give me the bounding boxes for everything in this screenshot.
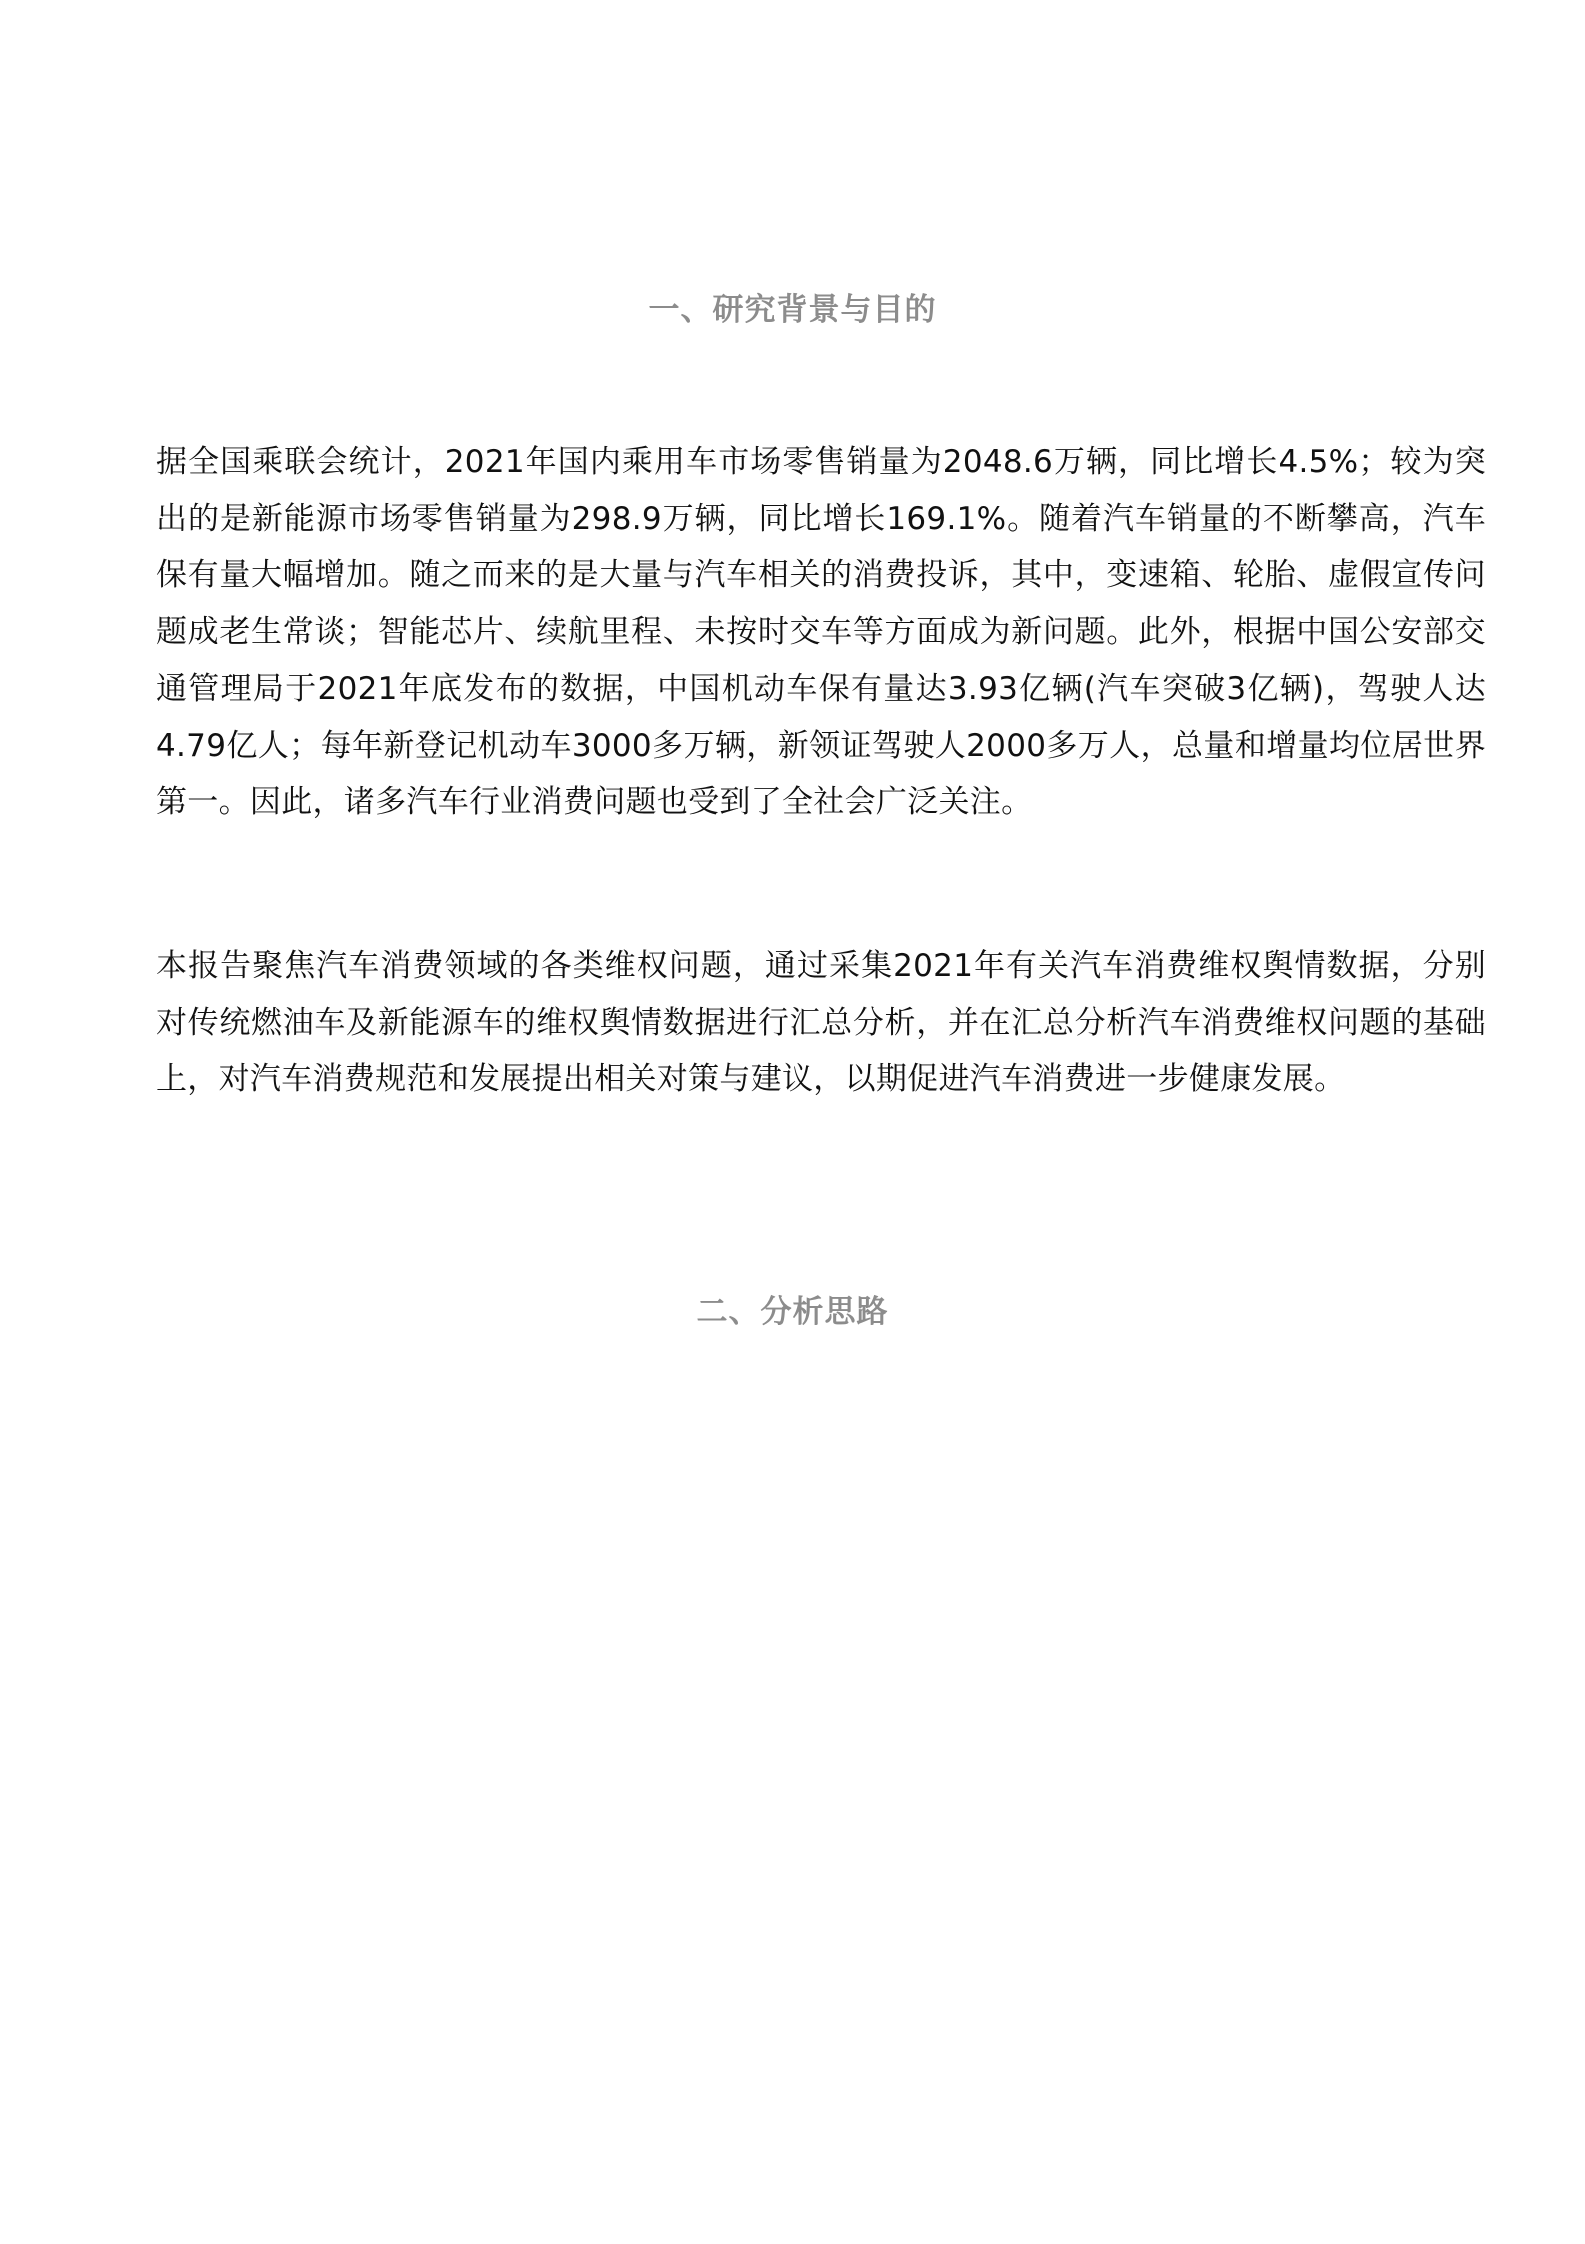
- section-heading-research-background: 一、研究背景与目的: [648, 291, 937, 328]
- section-heading-analysis-approach: 二、分析思路: [696, 1293, 889, 1330]
- paragraph-report-focus: 本报告聚焦汽车消费领域的各类维权问题，通过采集2021年有关汽车消费维权舆情数据，分别对传统燃油车及新能源车的维权舆情数据进行汇总分析，并在汇总分析汽车消费维权问题的基础上，对汽车消费规范和发展提出相关对策与建议，以期促进汽车消费进一步健康发展。: [156, 948, 1486, 1098]
- paragraph-background-statistics: 据全国乘联会统计，2021年国内乘用车市场零售销量为2048.6万辆，同比增长4.5%；较为突出的是新能源市场零售销量为298.9万辆，同比增长169.1%。随着汽车销量的不断攀高，汽车保有量大幅增加。随之而来的是大量与汽车相关的消费投诉，其中，变速箱、轮胎、虚假宣传问题成老生常谈；智能芯片、续航里程、未按时交车等方面成为新问题。此外，根据中国公安部交通管理局于2021年底发布的数据，中国机动车保有量达3.93亿辆(汽车突破3亿辆)，驾驶人达4.79亿人；每年新登记机动车3000多万辆，新领证驾驶人2000多万人，总量和增量均位居世界第一。因此，诸多汽车行业消费问题也受到了全社会广泛关注。: [156, 444, 1486, 821]
